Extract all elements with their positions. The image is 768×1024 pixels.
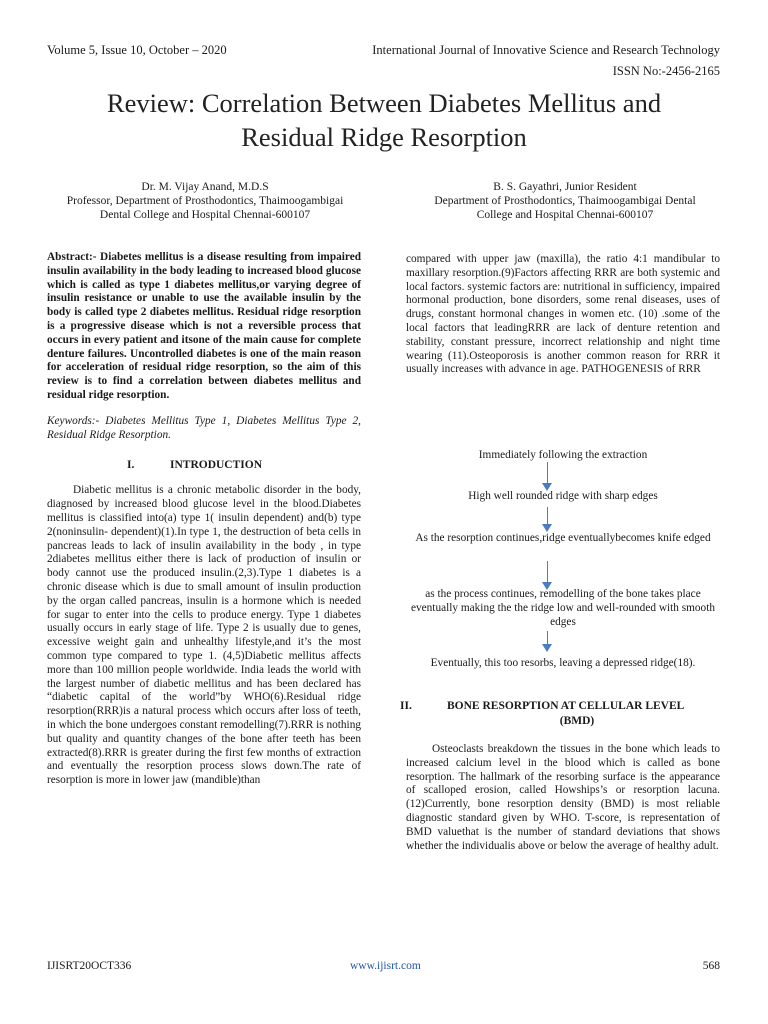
section-2-title: BONE RESORPTION AT CELLULAR LEVEL (447, 700, 685, 712)
paper-id: IJISRT20OCT336 (47, 960, 132, 972)
flow-step-5: Eventually, this too resorbs, leaving a depressed ridge(18). (430, 657, 696, 669)
section-2-number: II. (400, 700, 412, 712)
right-column-text (406, 253, 720, 377)
flow-arrowhead-4 (542, 644, 552, 652)
author-1-affil-1: Professor, Department of Prosthodontics, Thaimoogambigai (66, 195, 344, 207)
left-column (47, 251, 361, 788)
author-2 (400, 180, 730, 222)
flow-step-2: High well rounded ridge with sharp edges (468, 490, 658, 502)
introduction-text: Diabetic mellitus is a chronic metabolic disorder in the body, diagnosed by increased blood glucose level in the blood.Diabetes mellitus is classified into(a) type 1( insulin dependent) and(b) type 2(noninsulin- dependent)(1).In type 1, the destruction of beta cells in pancreas leads to lack of insulin availability in the body , in type 2diabetes mellitus either there is lack of production of insulin or body cannot use the produced insulin.(2,3).Type 1 diabetes is a chronic disease which is due to small amount of insulin production by the organ called pancreas, insulin is a hormone which is needed for sugar to enter into the cells to produce energy. Type 1 diabetes usually occurs in early stage of life. Type 2 is usually due to genes, excessive weight gain and unhealthy lifestyle,and it’s the most common type compared to type 1. (4,5)Diabetic mellitus affects more than 100 million people worldwide. India leads the world with the largest number of diabetic mellitus and has been declared has “diabetic capital of the world”by WHO(6).Residual ridge resorption(RRR)is a natural process which occurs after loss of teeth, in which the bone undergoes constant remodelling(7).RRR is nothing but quality and quantity changes of the bone after teeth has been extracted(8).RRR is greater during the first few months of extraction and eventually the resorption process slows down.The rate of resorption is more in lower jaw (mandible)than (47, 484, 361, 787)
author-1 (40, 180, 370, 222)
keywords: Keywords:- Diabetes Mellitus Type 1, Diabetes Mellitus Type 2, Residual Ridge Resorption. (47, 414, 361, 441)
author-2-affil-2: College and Hospital Chennai-600107 (476, 209, 654, 221)
title-line-2: Residual Ridge Resorption (241, 122, 527, 152)
journal-website-link[interactable]: www.ijisrt.com (350, 960, 421, 972)
flow-arrow-3 (547, 561, 548, 583)
flow-step-1: Immediately following the extraction (478, 449, 648, 461)
paper-title (20, 86, 748, 154)
flow-arrow-2 (547, 507, 548, 525)
author-1-affil-2: Dental College and Hospital Chennai-600107 (99, 209, 311, 221)
section-1-number: I. (127, 459, 135, 472)
title-line-1: Review: Correlation Between Diabetes Mellitus and (106, 88, 662, 118)
author-1-name: Dr. M. Vijay Anand, M.D.S (141, 181, 269, 193)
author-2-affil-1: Department of Prosthodontics, Thaimoogambigai Dental (434, 195, 696, 207)
flow-arrow-1 (547, 462, 548, 484)
flow-arrow-4 (547, 631, 548, 645)
abstract: Abstract:- Diabetes mellitus is a disease resulting from impaired insulin availability in the body leading to increased blood glucose which is called as type 1 diabetes mellitus,or varying degree of insulin resistance or unable to use the available insulin by the body is called type 2 diabetes mellitus. Residual ridge resorption is a progressive disease which is not a reversible process that occurs in every patient and itsone of the main cause for complete denture failures. Uncontrolled diabetes is one of the main reason for acceleration of residual ridge resorption, so the aim of this review is to find a correlation between diabetes mellitus and residual ridge resorption. (47, 251, 361, 401)
section-2-heading (400, 700, 720, 727)
section-1-title: INTRODUCTION (170, 459, 263, 472)
flow-step-3: As the resorption continues,ridge eventuallybecomes knife edged (415, 532, 711, 544)
bone-resorption-text (406, 743, 720, 853)
issn: ISSN No:-2456-2165 (612, 64, 720, 78)
author-2-name: B. S. Gayathri, Junior Resident (493, 181, 637, 193)
section-2-subtitle: (BMD) (559, 715, 595, 727)
section-1-heading (47, 459, 361, 475)
journal-name: International Journal of Innovative Science and Research Technology (372, 43, 720, 57)
rrr-factors-text: compared with upper jaw (maxilla), the ratio 4:1 mandibular to maxillary resorption.(9)Factors affecting RRR are both systemic and local factors. systemic factors are: nutritional in sufficiency, impaired hormonal production, bone disorders, some renal diseases, uses of drugs, constant hormonal changes in women etc. (10) .some of the local factors that leadingRRR are lack of denture retention and stability, constant pressure, incorrect relationship and night time wearing (11).Osteoporosis is another common reason for RRR it usually increases with advance in age. PATHOGENESIS of RRR (406, 253, 720, 376)
page-number: 568 (702, 960, 720, 972)
flow-step-4: as the process continues, remodelling of the bone takes place eventually making the the ridge low and well-rounded with smooth edges (410, 588, 715, 628)
bone-resorption-paragraph: Osteoclasts breakdown the tissues in the bone which leads to increased calcium level in the blood which is called as bone resorption. The hallmark of the resorbing surface is the appearance of scalloped erosion, called Howships’s or resorption lacuna.(12)Currently, bone resorption density (BMD) is most reliable diagnostic standard given by WHO. T-score, is representation of BMD valuethat is the number of standard deviations that shows whether the individualis above or below the average of healthy adult. (406, 743, 720, 852)
volume-issue: Volume 5, Issue 10, October – 2020 (47, 43, 227, 57)
